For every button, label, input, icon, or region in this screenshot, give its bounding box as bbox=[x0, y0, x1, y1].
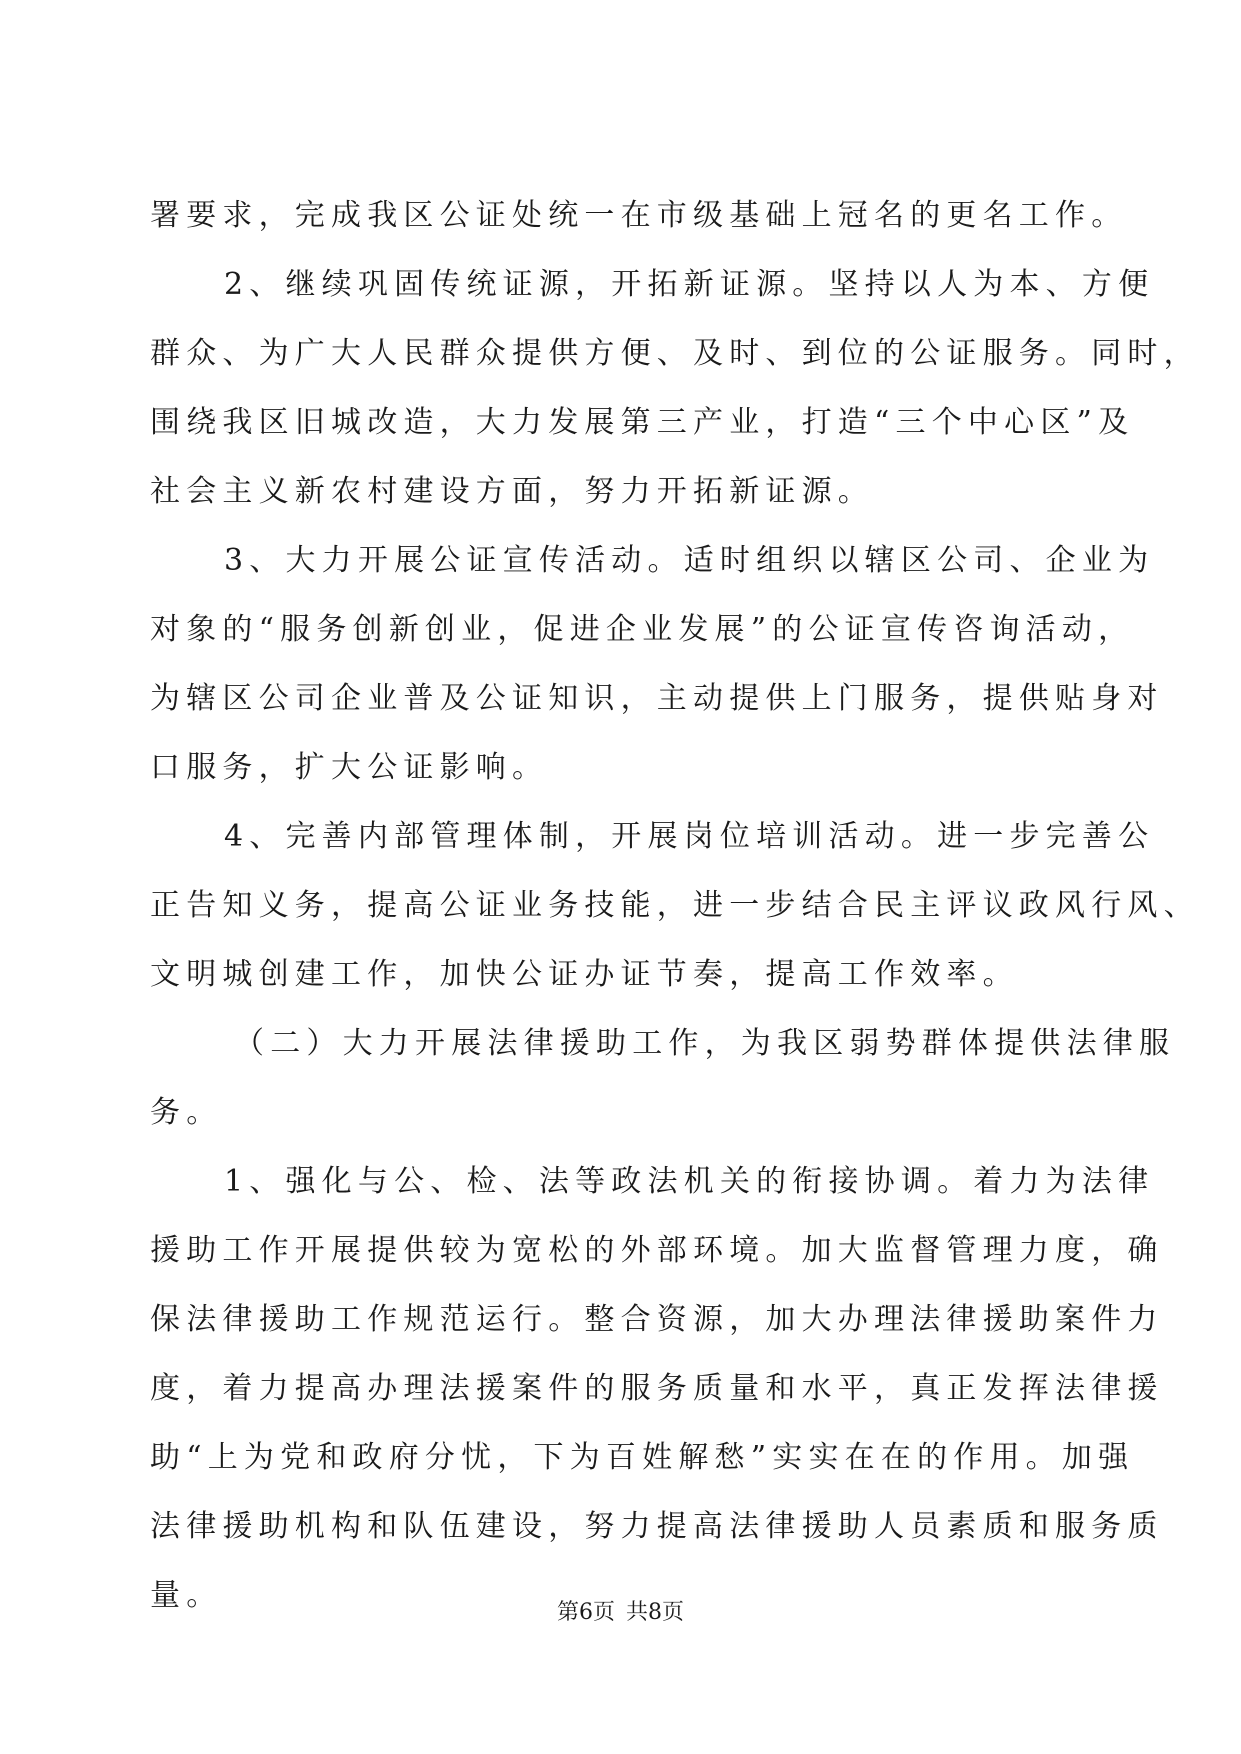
text-line: 助“上为党和政府分忧，下为百姓解愁”实实在在的作用。加强 bbox=[150, 1440, 1135, 1475]
page-number: 第6页 bbox=[557, 1600, 615, 1625]
text-line: 援助工作开展提供较为宽松的外部环境。加大监督管理力度，确 bbox=[150, 1233, 1164, 1268]
text-line: 3、大力开展公证宣传活动。适时组织以辖区公司、企业为 bbox=[224, 543, 1155, 578]
text-line: 群众、为广大人民群众提供方便、及时、到位的公证服务。同时， bbox=[150, 336, 1200, 371]
text-line: 围绕我区旧城改造，大力发展第三产业，打造“三个中心区”及 bbox=[150, 405, 1135, 440]
text-line: 度，着力提高办理法援案件的服务质量和水平，真正发挥法律援 bbox=[150, 1371, 1164, 1406]
text-line: 法律援助机构和队伍建设，努力提高法律援助人员素质和服务质 bbox=[150, 1509, 1164, 1544]
page-total: 共8页 bbox=[626, 1600, 684, 1625]
section-heading-line: （二）大力开展法律援助工作，为我区弱势群体提供法律服 bbox=[234, 1026, 1176, 1061]
text-line: 量。 bbox=[150, 1578, 223, 1613]
text-line: 署要求，完成我区公证处统一在市级基础上冠名的更名工作。 bbox=[150, 198, 1128, 233]
section-heading-line: 务。 bbox=[150, 1095, 223, 1130]
text-line: 对象的“服务创新创业，促进企业发展”的公证宣传咨询活动， bbox=[150, 612, 1135, 647]
text-line: 文明城创建工作，加快公证办证节奏，提高工作效率。 bbox=[150, 957, 1019, 992]
text-line: 2、继续巩固传统证源，开拓新证源。坚持以人为本、方便 bbox=[224, 267, 1155, 302]
text-line: 为辖区公司企业普及公证知识，主动提供上门服务，提供贴身对 bbox=[150, 681, 1164, 716]
page-footer bbox=[0, 1598, 1241, 1628]
text-line: 正告知义务，提高公证业务技能，进一步结合民主评议政风行风、 bbox=[150, 888, 1200, 923]
text-line: 口服务，扩大公证影响。 bbox=[150, 750, 549, 785]
text-line: 4、完善内部管理体制，开展岗位培训活动。进一步完善公 bbox=[224, 819, 1155, 854]
text-line: 社会主义新农村建设方面，努力开拓新证源。 bbox=[150, 474, 874, 509]
text-line: 保法律援助工作规范运行。整合资源，加大办理法律援助案件力 bbox=[150, 1302, 1164, 1337]
text-line: 1、强化与公、检、法等政法机关的衔接协调。着力为法律 bbox=[224, 1164, 1155, 1199]
